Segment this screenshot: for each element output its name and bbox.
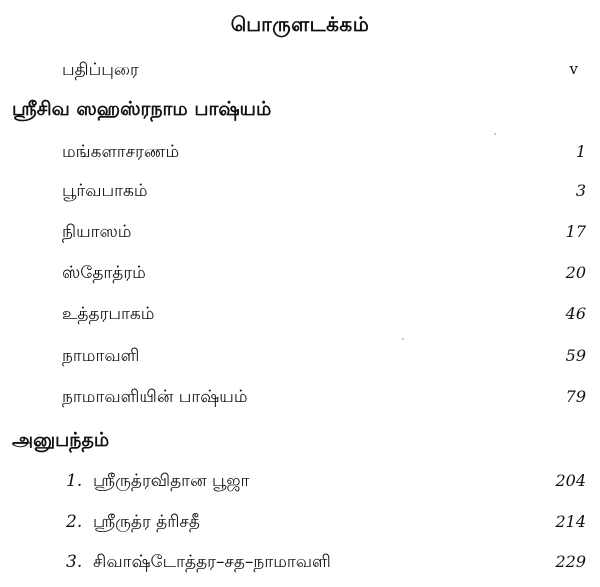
- section-heading: ஸ்ரீசிவ ஸஹஸ்ரநாம பாஷ்யம்: [12, 98, 272, 120]
- toc-entry-page: 1: [575, 142, 586, 161]
- toc-entry-page: 3: [575, 181, 586, 200]
- toc-entry-page: 46: [565, 304, 586, 323]
- toc-entry-label: [66, 471, 249, 493]
- toc-entry: [0, 263, 600, 293]
- toc-entry-page: 229: [555, 552, 586, 571]
- toc-entry-number: 3.: [66, 552, 83, 572]
- toc-entry: [0, 222, 600, 252]
- toc-entry-page: 79: [565, 387, 586, 406]
- toc-entry-page: 20: [565, 263, 586, 282]
- toc-entry-page: 214: [555, 512, 586, 531]
- toc-entry-page: v: [569, 60, 578, 78]
- toc-entry-label: பூர்வபாகம்: [62, 181, 148, 201]
- toc-entry: [0, 142, 600, 172]
- toc-entry-number: 2.: [66, 512, 83, 532]
- toc-entry-page: 204: [555, 471, 586, 490]
- scan-speck: [494, 133, 496, 135]
- scan-speck: [402, 338, 404, 340]
- toc-entry: [0, 387, 600, 417]
- toc-entry: [0, 552, 600, 582]
- toc-entry: [0, 512, 600, 542]
- toc-entry-label: [66, 512, 200, 534]
- toc-entry-label: மங்களாசரணம்: [62, 142, 180, 162]
- toc-entry-label: ஸ்தோத்ரம்: [62, 263, 146, 283]
- section-heading: அனுபந்தம்: [12, 429, 110, 451]
- page-title: பொருளடக்கம்: [230, 12, 370, 36]
- toc-entry-label: நாமாவளி: [62, 346, 140, 366]
- toc-entry-title: ஸ்ரீருத்ர த்ரிசதீ: [93, 512, 200, 532]
- toc-entry: [0, 304, 600, 334]
- toc-entry-label: நியாஸம்: [62, 222, 132, 242]
- toc-entry-preface: [0, 60, 600, 90]
- toc-entry: [0, 346, 600, 376]
- toc-entry-label: பதிப்புரை: [62, 60, 139, 80]
- toc-entry-page: 17: [565, 222, 586, 241]
- toc-entry-page: 59: [565, 346, 586, 365]
- toc-entry-label: [66, 552, 331, 574]
- toc-entry-label: நாமாவளியின் பாஷ்யம்: [62, 387, 248, 407]
- toc-entry: [0, 471, 600, 501]
- toc-entry: [0, 181, 600, 211]
- toc-entry-label: உத்தரபாகம்: [62, 304, 155, 324]
- toc-entry-title: சிவாஷ்டோத்தர–சத–நாமாவளி: [93, 552, 331, 572]
- toc-entry-title: ஸ்ரீருத்ரவிதான பூஜா: [93, 471, 250, 491]
- toc-entry-number: 1.: [66, 471, 83, 491]
